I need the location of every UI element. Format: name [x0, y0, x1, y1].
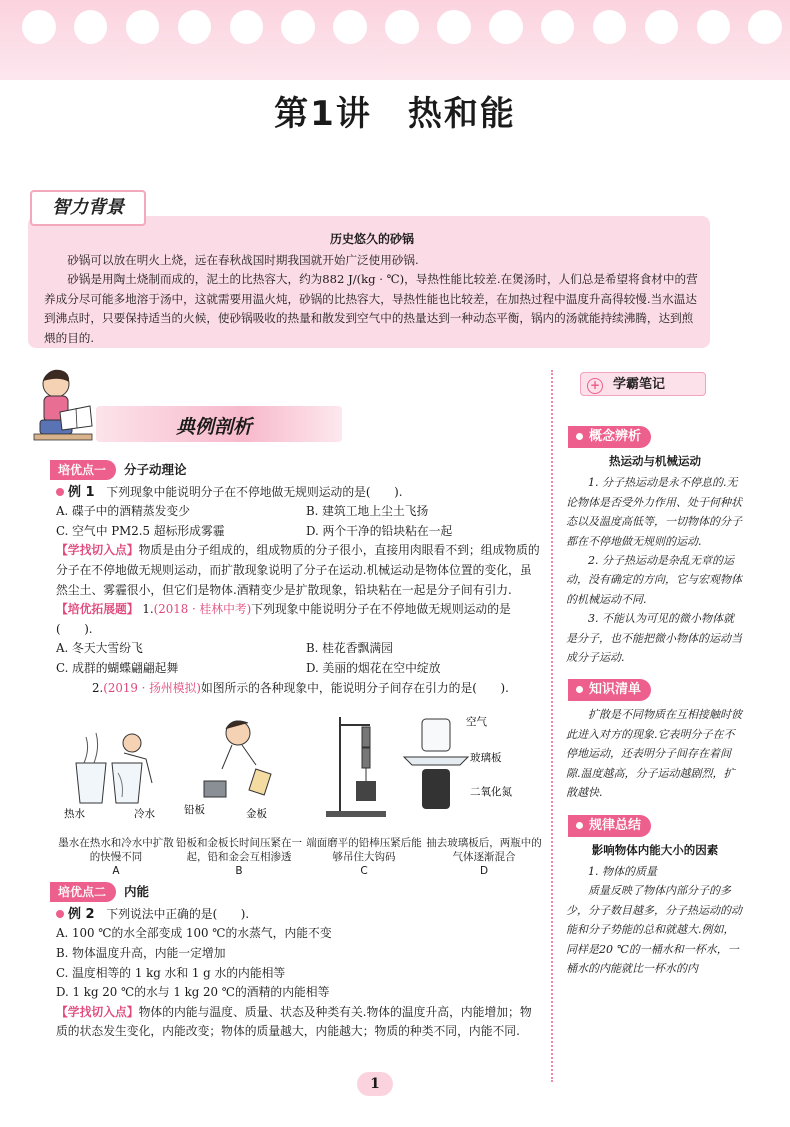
example-dot-icon [56, 910, 64, 918]
label-glass: 玻璃板 [470, 752, 502, 765]
knowledge-tag: 知识清单 [568, 679, 651, 701]
tip1-text: 物质是由分子组成的，组成物质的分子很小，直接用肉眼看不到；组成物质的分子在不停地做无规则运动，而扩散现象说明了分子在运动.机械运动是物体位置的变化，虽然尘土、雾霾很小，但它们是物体.酒精变少是扩散现象，铅块粘在一起是分子间有引力. [56, 543, 540, 597]
caption-a-letter: A [112, 865, 120, 878]
example1-option-a: A. 碟子中的酒精蒸发变少 [56, 504, 190, 519]
caption-b-letter: B [235, 865, 243, 878]
example1-options [56, 502, 542, 541]
caption-a: 墨水在热水和冷水中扩散的快慢不同 [58, 837, 174, 864]
label-gold: 金板 [246, 808, 267, 821]
analysis-tag-label: 典例剖析 [176, 416, 253, 438]
ext1-option-a: A. 冬天大雪纷飞 [56, 641, 143, 656]
experiment-figures [56, 700, 542, 836]
tip2-text: 物体的内能与温度、质量、状态及种类有关.物体的温度升高，内能增加；物质的状态发生变化，内能改变；物体的质量越大，内能越大；物质的种类不同，内能不同. [56, 1004, 532, 1039]
caption-c: 端面磨平的铅棒压紧后能够吊住大钩码 [306, 837, 422, 864]
point1-pill: 培优点一 [50, 460, 116, 480]
example1-option-c: C. 空气中 PM2.5 超标形成雾霾 [56, 523, 225, 538]
label-cold-water: 冷水 [134, 808, 155, 821]
example2-option-b: B. 物体温度升高，内能一定增加 [56, 945, 226, 960]
background-title: 历史悠久的砂锅 [329, 232, 414, 246]
tip1-label: 【学找切入点】 [56, 543, 139, 558]
example2-option-a: A. 100 ℃的水全部变成 100 ℃的水蒸气，内能不变 [56, 926, 332, 941]
binding-holes [22, 10, 782, 44]
figure-d-bottles [404, 715, 512, 809]
example2-options [56, 924, 542, 1002]
ext1-option-c: C. 成群的蝴蝶翩翩起舞 [56, 660, 179, 675]
rule-tag: 规律总结 [568, 815, 651, 837]
ext1-source: (2018 · 桂林中考) [153, 602, 252, 617]
notes-header-label: 学霸笔记 [613, 377, 666, 392]
background-box [28, 216, 710, 348]
background-para-2: 砂锅是用陶土烧制而成的，泥土的比热容大，约为882 J/(kg · ℃)，导热性能比较差.在煲汤时，人们总是希望将食材中的营养成分尽可能多地溶于汤中，这就需要用温火炖，砂锅的比热容大，导热性能也比较差，在加热过程中温度升高得较慢.当水温达到沸点时，只要保持适当的火候，使砂锅吸收的热量和散发到空气中的热量达到一种动态平衡，锅内的汤就能持续沸腾，达到煎煨的目的. [44, 272, 698, 345]
concept-title: 热运动与机械运动 [609, 454, 701, 468]
rule-title: 影响物体内能大小的因素 [591, 842, 719, 857]
example2-option-c: C. 温度相等的 1 kg 水和 1 g 水的内能相等 [56, 965, 286, 980]
lecture-title: 第1讲 热和能 [274, 94, 516, 134]
ext2-source: (2019 · 扬州模拟) [103, 680, 201, 695]
figure-captions [56, 836, 542, 878]
example1-option-d: D. 两个干净的铅块粘在一起 [306, 523, 453, 538]
tip2-label: 【学找切入点】 [56, 1004, 139, 1019]
example2-question: 下列说法中正确的是( ). [106, 906, 250, 921]
concept-para-3: 3. 不能认为可见的微小物体就是分子，也不能把微小物体的运动当成分子运动. [566, 612, 742, 665]
point2-label: 内能 [124, 884, 150, 900]
concept-para-1: 1. 分子热运动是永不停息的.无论物体是否受外力作用、处于何种状态以及温度高低等，一切物体的分子都在不停地做无规则的运动. [566, 476, 742, 548]
example1-label: 例 1 [68, 484, 95, 500]
caption-d-letter: D [479, 865, 489, 878]
ext1-option-d: D. 美丽的烟花在空中绽放 [306, 660, 441, 675]
caption-c-letter: C [360, 865, 368, 878]
example2-option-d: D. 1 kg 20 ℃的水与 1 kg 20 ℃的酒精的内能相等 [56, 985, 330, 1000]
ext2-number: 2. [92, 680, 104, 695]
analysis-tag [96, 406, 342, 442]
point2-pill: 培优点二 [50, 882, 116, 902]
extension-label: 【培优拓展题】 [56, 602, 139, 617]
figure-a-cups [64, 733, 155, 820]
label-air: 空气 [466, 716, 487, 729]
knowledge-para: 扩散是不同物质在互相接触时彼此进入对方的现象.它表明分子在不停地运动，还表明分子间存在着间隙.温度越高，分子运动越剧烈，扩散越快. [566, 708, 742, 800]
caption-d: 抽去玻璃板后，两瓶中的气体逐渐混合 [426, 837, 542, 864]
example2-label: 例 2 [68, 906, 95, 922]
label-lead: 铅板 [184, 804, 205, 817]
concept-tag: 概念辨析 [568, 426, 651, 448]
point1-label: 分子动理论 [124, 462, 187, 477]
caption-b: 铅板和金板长时间压紧在一起，铅和金会互相渗透 [176, 837, 302, 864]
ext1-options [56, 639, 542, 678]
rule-subtitle: 1. 物体的质量 [588, 864, 657, 878]
example1-option-b: B. 建筑工地上尘土飞扬 [306, 504, 429, 519]
figure-c-stand [326, 717, 386, 817]
side-column [566, 372, 744, 978]
ext1-question: 下列现象中能说明分子在不停地做无规则运动的是( ). [56, 602, 511, 636]
background-para-1: 砂锅可以放在明火上烧，远在春秋战国时期我国就开始广泛使用砂锅. [67, 252, 419, 267]
label-hot-water: 热水 [64, 808, 85, 821]
example-dot-icon [56, 488, 64, 496]
notes-header [580, 372, 706, 396]
page-number: 1 [357, 1072, 393, 1096]
plus-icon: + [587, 378, 603, 394]
label-no2: 二氧化氮 [470, 786, 512, 799]
reading-boy-illustration [30, 366, 96, 448]
column-divider [551, 370, 553, 1082]
ext2-question: 如图所示的各种现象中，能说明分子间存在引力的是( ). [200, 680, 509, 695]
rule-para: 质量反映了物体内部分子的多少，分子数目越多，分子热运动的动能和分子势能的总和就越大.例如，同样是20 ℃的一桶水和一杯水，一桶水的内能就比一杯水的内 [566, 884, 742, 975]
background-tag: 智力背景 [30, 190, 146, 226]
concept-para-2: 2. 分子热运动是杂乱无章的运动，没有确定的方向，它与宏观物体的机械运动不同. [566, 554, 742, 606]
ext1-option-b: B. 桂花香飘满园 [306, 641, 393, 656]
ext1-number: 1. [142, 602, 154, 617]
main-column [56, 460, 542, 1042]
example1-question: 下列现象中能说明分子在不停地做无规则运动的是( ). [106, 484, 403, 499]
figure-b-plates [184, 721, 271, 820]
top-banner [0, 0, 790, 80]
